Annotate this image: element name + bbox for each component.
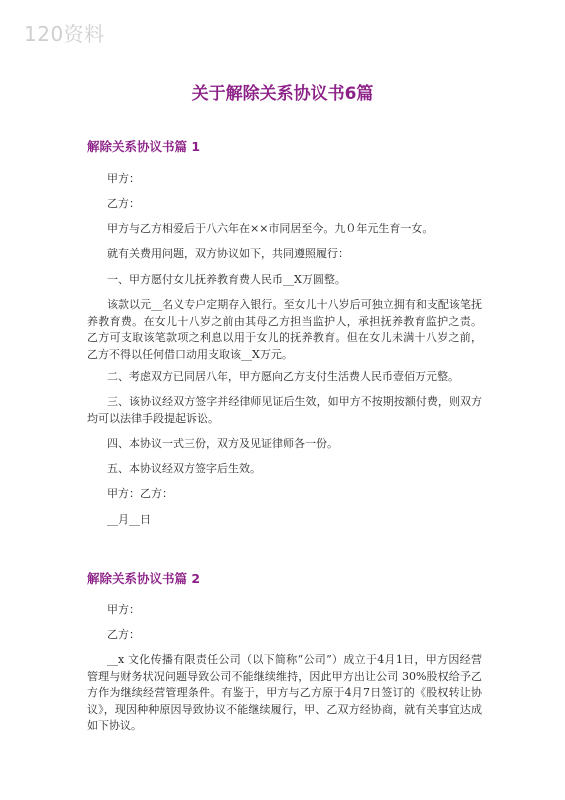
paragraph: 五、本协议经双方签字后生效。 [107,462,261,475]
paragraph: 甲方：乙方： [107,487,173,500]
paragraph: 甲方与乙方相爱后于八六年在××市同居至今。九０年元生育一女。 [107,222,434,235]
paragraph: 三、该协议经双方签字并经律师见证后生效，如甲方不按期按额付费，则双方均可以法律手段提起诉讼。 [87,395,482,425]
paragraph: 四、本协议一式三份，双方及见证律师各一份。 [107,437,338,450]
section-2-heading: 解除关系协议书篇 2 [87,571,201,586]
paragraph: __x 文化传播有限责任公司（以下简称“公司”）成立于4月1日，甲方因经营管理与财务状况问题导致公司不能继续维持，因此甲方出让公司 30%股权给予乙方作为继续经营管理条件。有鉴于，甲方与乙方原于4月7日签订的《股权转让协议》，现因种种原因导致协议不能继续履行，甲、乙双方经协商，就有关事宜达成如下协议。 [87,653,482,732]
paragraph: 一、甲方愿付女儿抚养教育费人民币__X万圆整。 [107,273,346,286]
paragraph: 二、考虑双方已同居八年，甲方愿向乙方支付生活费人民币壹佰万元整。 [107,370,459,383]
section-1-heading: 解除关系协议书篇 1 [87,139,201,154]
paragraph: 就有关费用问题，双方协议如下，共同遵照履行： [107,247,349,260]
paragraph: __月__日 [107,513,151,526]
paragraph: 该款以元__名义专户定期存入银行。至女儿十八岁后可独立拥有和支配该笔抚养教育费。在女儿十八岁之前由其母乙方担当监护人，承担抚养教育监护之责。乙方可支取该笔款项之利息以用于女儿的抚养教育。但在女儿未满十八岁之前，乙方不得以任何借口动用支取该__X万元。 [87,298,482,361]
paragraph: 甲方： [107,172,140,185]
watermark-logo: 120资料 [24,22,105,46]
paragraph: 乙方： [107,197,140,210]
paragraph: 甲方： [107,603,140,616]
paragraph: 乙方： [107,628,140,641]
document-title: 关于解除关系协议书6篇 [191,84,374,104]
